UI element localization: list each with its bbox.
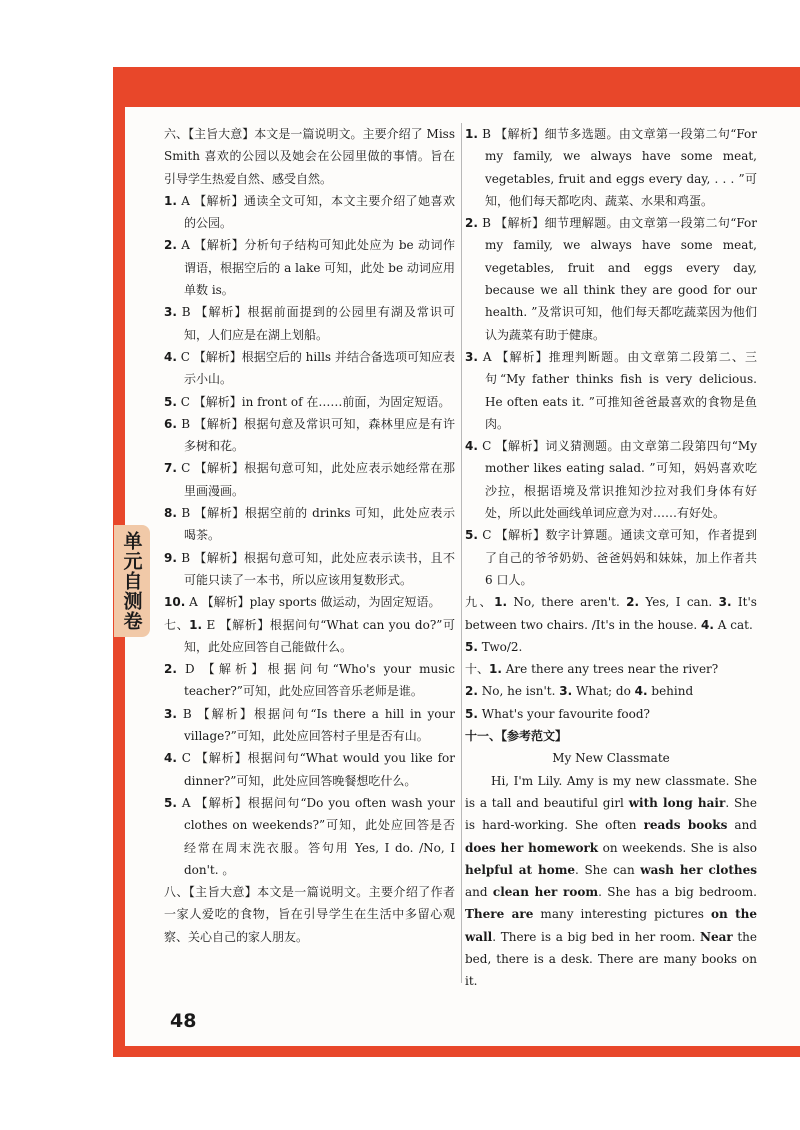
- essay-body: Hi, I'm Lily. Amy is my new classmate. She is a tall and beautiful girl with long hair. She is hard-working. She often reads books and does her homework on weekends. She is also helpful at home. She can wash her clothes and clean her room. She has a big bedroom. There are many interesting pictures on the wall. There is a big bed in her room. Near the bed, there is a desk. There are many books on it.: [465, 773, 757, 989]
- section-10-answers: 十、1. Are there any trees near the river? 2. No, he isn't. 3. What; do 4. behind 5. What's your favourite food?: [465, 662, 719, 721]
- essay-title: My New Classmate: [552, 751, 670, 766]
- answer-item: 1. B 【解析】细节多选题。由文章第一段第二句“For my family, we always have some meat, vegetables, fruit and eggs every day, . . . ”可知，他们每天都吃肉、蔬菜、水果和鸡蛋。: [465, 127, 757, 208]
- page-number: 48: [170, 1010, 197, 1032]
- answer-item: 8. B 【解析】根据空前的 drinks 可知，此处应表示喝茶。: [164, 506, 455, 543]
- answer-item: 3. A 【解析】推理判断题。由文章第二段第二、三句“My father thinks fish is very delicious. He often eats it. ”可推知爸爸最喜欢的食物是鱼肉。: [465, 349, 757, 431]
- answer-item: 7. C 【解析】根据句意可知，此处应表示她经常在那里画漫画。: [164, 461, 455, 498]
- right-column: [465, 123, 757, 993]
- answer-item: 6. B 【解析】根据句意及常识可知，森林里应是有许多树和花。: [164, 416, 455, 454]
- answer-item: 4. C 【解析】根据空后的 hills 并结合备选项可知应表示小山。: [164, 349, 455, 387]
- answer-item: 4. C 【解析】词义猜测题。由文章第二段第四句“My mother likes eating salad. ”可知，妈妈喜欢吃沙拉，根据语境及常识推知沙拉对我们身体有好处，所以此处画线单词应意为对……有好处。: [465, 439, 757, 521]
- section-6-intro: 六、【主旨大意】本文是一篇说明文。主要介绍了 Miss Smith 喜欢的公园以及她会在公园里做的事情。旨在引导学生热爱自然、感受自然。: [164, 127, 455, 186]
- answer-item: 10. A 【解析】play sports 做运动，为固定短语。: [164, 595, 441, 610]
- answer-item: 2. A 【解析】分析句子结构可知此处应为 be 动词作谓语，根据空后的 a lake 可知，此处 be 动词应用单数 is。: [164, 238, 455, 298]
- left-column: [164, 123, 455, 948]
- answer-item: 1. A 【解析】通读全文可知，本文主要介绍了她喜欢的公园。: [164, 193, 455, 231]
- answer-item: 3. B 【解析】根据前面提到的公园里有湖及常识可知，人们应是在湖上划船。: [164, 305, 455, 342]
- answer-item: 5. A 【解析】根据问句“Do you often wash your clothes on weekends?”可知，此处应回答是否经常在周末洗衣服。答句用 Yes, I do. /No, I don't. 。: [164, 795, 455, 877]
- answer-item: 9. B 【解析】根据句意可知，此处应表示读书，且不可能只读了一本书，所以应该用复数形式。: [164, 550, 455, 587]
- answer-item: 2. D 【解析】根据问句“Who's your music teacher?”可知，此处应回答音乐老师是谁。: [164, 662, 455, 699]
- section-9-answers: 九、1. No, there aren't. 2. Yes, I can. 3. It's between two chairs. /It's in the house. 4. A cat. 5. Two/2.: [465, 595, 757, 654]
- column-divider: [461, 123, 462, 983]
- answer-item: 3. B 【解析】根据问句“Is there a hill in your village?”可知，此处应回答村子里是否有山。: [164, 706, 455, 744]
- answer-item: 5. C 【解析】数字计算题。通读文章可知，作者提到了自己的爷爷奶奶、爸爸妈妈和妹妹，加上作者共 6 口人。: [465, 528, 757, 587]
- answer-item: 七、1. E 【解析】根据问句“What can you do?”可知，此处应回答自己能做什么。: [164, 617, 455, 654]
- side-tab-label: 单元自测卷: [120, 531, 143, 631]
- answer-item: 2. B 【解析】细节理解题。由文章第一段第二句“For my family, we always have some meat, vegetables, fruit and eggs every day, because we all think they are good for our health. ”及常识可知，他们每天都吃蔬菜因为他们认为蔬菜有助于健康。: [465, 216, 757, 342]
- answer-item: 4. C 【解析】根据问句“What would you like for dinner?”可知，此处应回答晚餐想吃什么。: [164, 751, 455, 788]
- section-11-heading: 十一、【参考范文】: [465, 729, 568, 744]
- section-8-intro: 八、【主旨大意】本文是一篇说明文。主要介绍了作者一家人爱吃的食物，旨在引导学生在生活中多留心观察、关心自己的家人朋友。: [164, 885, 455, 944]
- answer-item: 5. C 【解析】in front of 在……前面，为固定短语。: [164, 394, 451, 409]
- unit-test-side-tab: [114, 525, 150, 637]
